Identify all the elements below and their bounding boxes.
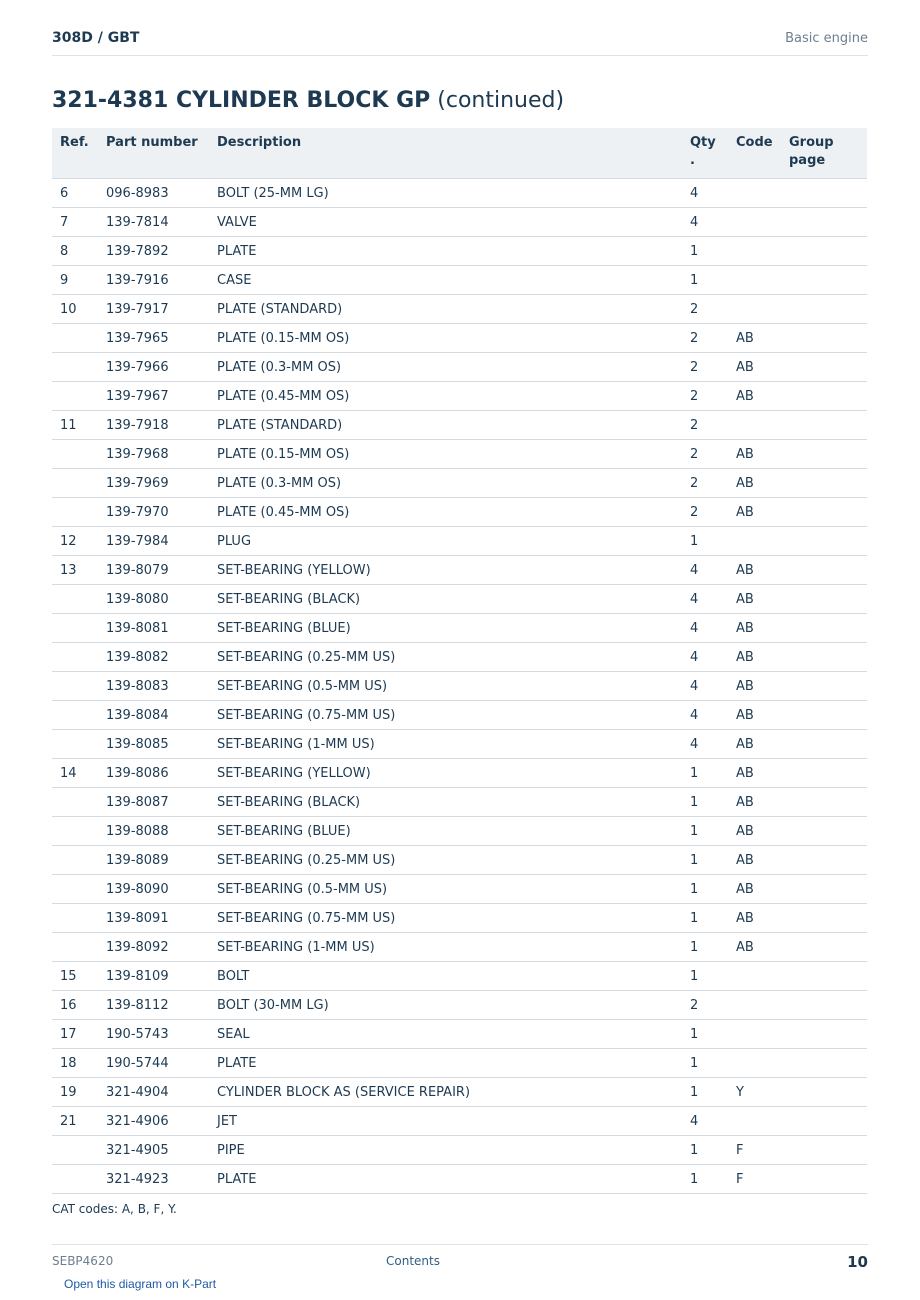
cell-code xyxy=(728,1107,781,1136)
cell-part-number: 139-7892 xyxy=(98,237,209,266)
table-row xyxy=(52,846,867,875)
cell-ref xyxy=(52,440,98,469)
table-row xyxy=(52,237,867,266)
cell-code xyxy=(728,991,781,1020)
cell-qty: 2 xyxy=(682,324,728,353)
cell-ref xyxy=(52,875,98,904)
cell-group-page xyxy=(781,1049,867,1078)
cell-code xyxy=(728,1020,781,1049)
table-row xyxy=(52,1136,867,1165)
table-row xyxy=(52,1078,867,1107)
cell-code: AB xyxy=(728,556,781,585)
cell-group-page xyxy=(781,585,867,614)
model-label: 308D / GBT xyxy=(52,30,140,46)
cell-ref xyxy=(52,614,98,643)
cell-qty: 1 xyxy=(682,875,728,904)
cell-group-page xyxy=(781,1165,867,1194)
cell-ref xyxy=(52,324,98,353)
table-row xyxy=(52,672,867,701)
cell-part-number: 139-8092 xyxy=(98,933,209,962)
cell-qty: 2 xyxy=(682,353,728,382)
cell-part-number: 139-8088 xyxy=(98,817,209,846)
cell-part-number: 139-8112 xyxy=(98,991,209,1020)
cell-description: PLATE (STANDARD) xyxy=(209,295,682,324)
cell-ref: 11 xyxy=(52,411,98,440)
contents-link[interactable]: Contents xyxy=(386,1254,440,1268)
parts-table xyxy=(52,128,867,1194)
column-header-part-number: Part number xyxy=(98,128,209,179)
table-row xyxy=(52,353,867,382)
cell-code: AB xyxy=(728,904,781,933)
table-row xyxy=(52,469,867,498)
column-header-qty: Qty . xyxy=(682,128,728,179)
cell-ref: 12 xyxy=(52,527,98,556)
table-row xyxy=(52,701,867,730)
cell-description: SET-BEARING (BLUE) xyxy=(209,614,682,643)
table-row xyxy=(52,527,867,556)
column-header-description: Description xyxy=(209,128,682,179)
cell-group-page xyxy=(781,788,867,817)
cell-description: SET-BEARING (0.5-MM US) xyxy=(209,875,682,904)
cell-ref: 21 xyxy=(52,1107,98,1136)
cell-ref xyxy=(52,353,98,382)
cell-part-number: 139-7917 xyxy=(98,295,209,324)
cell-qty: 2 xyxy=(682,469,728,498)
table-row xyxy=(52,1165,867,1194)
cell-ref xyxy=(52,643,98,672)
cell-description: SET-BEARING (YELLOW) xyxy=(209,556,682,585)
cell-ref xyxy=(52,469,98,498)
cell-description: PLATE (0.45-MM OS) xyxy=(209,382,682,411)
cell-ref: 14 xyxy=(52,759,98,788)
cell-part-number: 096-8983 xyxy=(98,179,209,208)
cell-part-number: 190-5743 xyxy=(98,1020,209,1049)
cell-description: SET-BEARING (BLACK) xyxy=(209,585,682,614)
cell-code xyxy=(728,527,781,556)
cell-group-page xyxy=(781,875,867,904)
kpart-diagram-link[interactable]: Open this diagram on K-Part xyxy=(64,1277,217,1291)
cell-part-number: 139-7967 xyxy=(98,382,209,411)
cell-qty: 4 xyxy=(682,672,728,701)
cell-code: AB xyxy=(728,788,781,817)
table-row xyxy=(52,788,867,817)
cell-code xyxy=(728,237,781,266)
cell-group-page xyxy=(781,498,867,527)
cell-description: JET xyxy=(209,1107,682,1136)
cell-group-page xyxy=(781,1078,867,1107)
cell-qty: 4 xyxy=(682,208,728,237)
cell-description: BOLT xyxy=(209,962,682,991)
cell-part-number: 139-8091 xyxy=(98,904,209,933)
cell-ref xyxy=(52,846,98,875)
table-row xyxy=(52,411,867,440)
cell-description: SET-BEARING (0.75-MM US) xyxy=(209,701,682,730)
table-row xyxy=(52,440,867,469)
cell-group-page xyxy=(781,904,867,933)
cell-ref xyxy=(52,730,98,759)
cell-group-page xyxy=(781,527,867,556)
cell-ref: 15 xyxy=(52,962,98,991)
cell-part-number: 139-8081 xyxy=(98,614,209,643)
cell-part-number: 139-8083 xyxy=(98,672,209,701)
cell-description: SET-BEARING (0.75-MM US) xyxy=(209,904,682,933)
cell-ref: 6 xyxy=(52,179,98,208)
table-row xyxy=(52,904,867,933)
page-title xyxy=(52,88,564,113)
cell-group-page xyxy=(781,962,867,991)
cell-part-number: 139-7969 xyxy=(98,469,209,498)
cell-code: AB xyxy=(728,353,781,382)
cell-qty: 2 xyxy=(682,991,728,1020)
cell-description: PLATE xyxy=(209,1165,682,1194)
title-suffix: (continued) xyxy=(437,88,565,113)
page-header xyxy=(52,28,868,56)
cell-part-number: 139-7968 xyxy=(98,440,209,469)
cell-qty: 1 xyxy=(682,1020,728,1049)
cell-part-number: 139-8109 xyxy=(98,962,209,991)
column-header-ref: Ref. xyxy=(52,128,98,179)
cell-part-number: 139-8085 xyxy=(98,730,209,759)
cell-code: AB xyxy=(728,933,781,962)
cell-description: PLATE (0.45-MM OS) xyxy=(209,498,682,527)
cell-description: VALVE xyxy=(209,208,682,237)
table-row xyxy=(52,208,867,237)
cell-group-page xyxy=(781,933,867,962)
cell-ref xyxy=(52,904,98,933)
cell-ref xyxy=(52,382,98,411)
cell-group-page xyxy=(781,295,867,324)
cell-ref: 7 xyxy=(52,208,98,237)
cell-code: Y xyxy=(728,1078,781,1107)
cell-qty: 1 xyxy=(682,1136,728,1165)
cell-part-number: 139-8087 xyxy=(98,788,209,817)
cell-group-page xyxy=(781,817,867,846)
page-number: 10 xyxy=(847,1253,868,1271)
cell-qty: 4 xyxy=(682,701,728,730)
table-row xyxy=(52,759,867,788)
cell-ref xyxy=(52,672,98,701)
cell-description: PLUG xyxy=(209,527,682,556)
table-row xyxy=(52,933,867,962)
cell-ref: 13 xyxy=(52,556,98,585)
cell-code: AB xyxy=(728,324,781,353)
cell-code: AB xyxy=(728,614,781,643)
cell-code xyxy=(728,411,781,440)
cell-description: SET-BEARING (1-MM US) xyxy=(209,730,682,759)
cell-ref xyxy=(52,788,98,817)
table-row xyxy=(52,324,867,353)
cell-qty: 4 xyxy=(682,556,728,585)
cell-group-page xyxy=(781,672,867,701)
cell-part-number: 139-8079 xyxy=(98,556,209,585)
table-row xyxy=(52,643,867,672)
cell-description: SET-BEARING (1-MM US) xyxy=(209,933,682,962)
column-header-code: Code xyxy=(728,128,781,179)
cell-part-number: 139-7970 xyxy=(98,498,209,527)
cell-code: AB xyxy=(728,730,781,759)
cell-description: PLATE (STANDARD) xyxy=(209,411,682,440)
table-body xyxy=(52,179,867,1194)
cell-qty: 1 xyxy=(682,846,728,875)
cell-description: SET-BEARING (0.25-MM US) xyxy=(209,846,682,875)
cell-qty: 1 xyxy=(682,817,728,846)
cell-description: PLATE xyxy=(209,237,682,266)
cell-code: AB xyxy=(728,759,781,788)
cell-part-number: 139-7966 xyxy=(98,353,209,382)
cell-part-number: 139-7814 xyxy=(98,208,209,237)
cell-description: PLATE (0.3-MM OS) xyxy=(209,353,682,382)
cell-code xyxy=(728,962,781,991)
cell-code: AB xyxy=(728,498,781,527)
cell-ref xyxy=(52,1136,98,1165)
cell-group-page xyxy=(781,846,867,875)
table-row xyxy=(52,1020,867,1049)
cell-part-number: 139-8080 xyxy=(98,585,209,614)
cell-qty: 4 xyxy=(682,585,728,614)
cell-qty: 1 xyxy=(682,1078,728,1107)
cell-group-page xyxy=(781,353,867,382)
cell-ref: 17 xyxy=(52,1020,98,1049)
cell-ref: 9 xyxy=(52,266,98,295)
cell-code: AB xyxy=(728,440,781,469)
cell-group-page xyxy=(781,237,867,266)
cell-code xyxy=(728,295,781,324)
cell-group-page xyxy=(781,440,867,469)
cell-group-page xyxy=(781,469,867,498)
cell-qty: 2 xyxy=(682,440,728,469)
cell-description: SET-BEARING (BLACK) xyxy=(209,788,682,817)
cell-group-page xyxy=(781,614,867,643)
cell-description: SET-BEARING (YELLOW) xyxy=(209,759,682,788)
cell-qty: 1 xyxy=(682,759,728,788)
cell-part-number: 139-8090 xyxy=(98,875,209,904)
cell-qty: 1 xyxy=(682,266,728,295)
cell-group-page xyxy=(781,643,867,672)
cell-qty: 4 xyxy=(682,643,728,672)
table-row xyxy=(52,266,867,295)
cell-qty: 2 xyxy=(682,498,728,527)
cell-part-number: 139-7965 xyxy=(98,324,209,353)
cell-code xyxy=(728,266,781,295)
cell-description: SET-BEARING (0.25-MM US) xyxy=(209,643,682,672)
cell-ref: 19 xyxy=(52,1078,98,1107)
cell-qty: 4 xyxy=(682,614,728,643)
cell-group-page xyxy=(781,730,867,759)
cell-description: BOLT (30-MM LG) xyxy=(209,991,682,1020)
cell-qty: 1 xyxy=(682,1049,728,1078)
cell-code: AB xyxy=(728,382,781,411)
cell-ref xyxy=(52,817,98,846)
cell-qty: 2 xyxy=(682,411,728,440)
table-row xyxy=(52,556,867,585)
cell-group-page xyxy=(781,208,867,237)
cell-part-number: 321-4904 xyxy=(98,1078,209,1107)
table-header-row xyxy=(52,128,867,179)
cell-ref: 18 xyxy=(52,1049,98,1078)
cell-group-page xyxy=(781,179,867,208)
cell-ref xyxy=(52,701,98,730)
cat-codes-note: CAT codes: A, B, F, Y. xyxy=(52,1202,177,1216)
cell-group-page xyxy=(781,991,867,1020)
cell-description: CYLINDER BLOCK AS (SERVICE REPAIR) xyxy=(209,1078,682,1107)
cell-part-number: 139-7918 xyxy=(98,411,209,440)
cell-qty: 1 xyxy=(682,237,728,266)
cell-group-page xyxy=(781,759,867,788)
cell-group-page xyxy=(781,1136,867,1165)
cell-code xyxy=(728,1049,781,1078)
table-row xyxy=(52,1107,867,1136)
cell-ref xyxy=(52,1165,98,1194)
cell-description: SEAL xyxy=(209,1020,682,1049)
cell-group-page xyxy=(781,266,867,295)
table-row xyxy=(52,962,867,991)
cell-qty: 4 xyxy=(682,1107,728,1136)
cell-qty: 2 xyxy=(682,295,728,324)
cell-group-page xyxy=(781,1020,867,1049)
cell-code: AB xyxy=(728,701,781,730)
cell-code: AB xyxy=(728,875,781,904)
table-row xyxy=(52,991,867,1020)
table-row xyxy=(52,179,867,208)
cell-part-number: 190-5744 xyxy=(98,1049,209,1078)
cell-ref xyxy=(52,498,98,527)
cell-ref xyxy=(52,933,98,962)
cell-part-number: 321-4923 xyxy=(98,1165,209,1194)
cell-ref: 10 xyxy=(52,295,98,324)
cell-ref: 16 xyxy=(52,991,98,1020)
cell-code: AB xyxy=(728,469,781,498)
cell-group-page xyxy=(781,411,867,440)
cell-part-number: 139-8089 xyxy=(98,846,209,875)
cell-ref: 8 xyxy=(52,237,98,266)
cell-qty: 1 xyxy=(682,1165,728,1194)
cell-description: CASE xyxy=(209,266,682,295)
section-label: Basic engine xyxy=(785,31,868,46)
cell-code xyxy=(728,179,781,208)
cell-qty: 4 xyxy=(682,730,728,759)
cell-part-number: 321-4906 xyxy=(98,1107,209,1136)
table-row xyxy=(52,498,867,527)
cell-code: F xyxy=(728,1165,781,1194)
cell-description: PLATE xyxy=(209,1049,682,1078)
table-row xyxy=(52,817,867,846)
cell-group-page xyxy=(781,701,867,730)
cell-description: PLATE (0.3-MM OS) xyxy=(209,469,682,498)
cell-group-page xyxy=(781,382,867,411)
part-group-title: 321-4381 CYLINDER BLOCK GP xyxy=(52,88,431,113)
cell-code: AB xyxy=(728,672,781,701)
cell-code: AB xyxy=(728,817,781,846)
cell-code: AB xyxy=(728,585,781,614)
cell-code xyxy=(728,208,781,237)
cell-ref xyxy=(52,585,98,614)
table-row xyxy=(52,382,867,411)
cell-qty: 2 xyxy=(682,382,728,411)
cell-qty: 1 xyxy=(682,962,728,991)
cell-qty: 1 xyxy=(682,527,728,556)
cell-description: PIPE xyxy=(209,1136,682,1165)
cell-part-number: 139-7984 xyxy=(98,527,209,556)
table-row xyxy=(52,875,867,904)
cell-qty: 1 xyxy=(682,788,728,817)
cell-group-page xyxy=(781,1107,867,1136)
cell-description: PLATE (0.15-MM OS) xyxy=(209,440,682,469)
cell-description: PLATE (0.15-MM OS) xyxy=(209,324,682,353)
table-row xyxy=(52,585,867,614)
column-header-group-page: Group page xyxy=(781,128,867,179)
cell-part-number: 139-8082 xyxy=(98,643,209,672)
table-row xyxy=(52,295,867,324)
table-row xyxy=(52,614,867,643)
cell-part-number: 139-7916 xyxy=(98,266,209,295)
cell-qty: 4 xyxy=(682,179,728,208)
cell-part-number: 321-4905 xyxy=(98,1136,209,1165)
cell-part-number: 139-8084 xyxy=(98,701,209,730)
cell-description: BOLT (25-MM LG) xyxy=(209,179,682,208)
cell-description: SET-BEARING (BLUE) xyxy=(209,817,682,846)
cell-description: SET-BEARING (0.5-MM US) xyxy=(209,672,682,701)
cell-group-page xyxy=(781,324,867,353)
cell-code: AB xyxy=(728,846,781,875)
table-row xyxy=(52,730,867,759)
page-footer xyxy=(52,1244,868,1275)
cell-group-page xyxy=(781,556,867,585)
cell-code: F xyxy=(728,1136,781,1165)
cell-part-number: 139-8086 xyxy=(98,759,209,788)
cell-code: AB xyxy=(728,643,781,672)
document-id: SEBP4620 xyxy=(52,1254,114,1268)
cell-qty: 1 xyxy=(682,933,728,962)
table-row xyxy=(52,1049,867,1078)
cell-qty: 1 xyxy=(682,904,728,933)
